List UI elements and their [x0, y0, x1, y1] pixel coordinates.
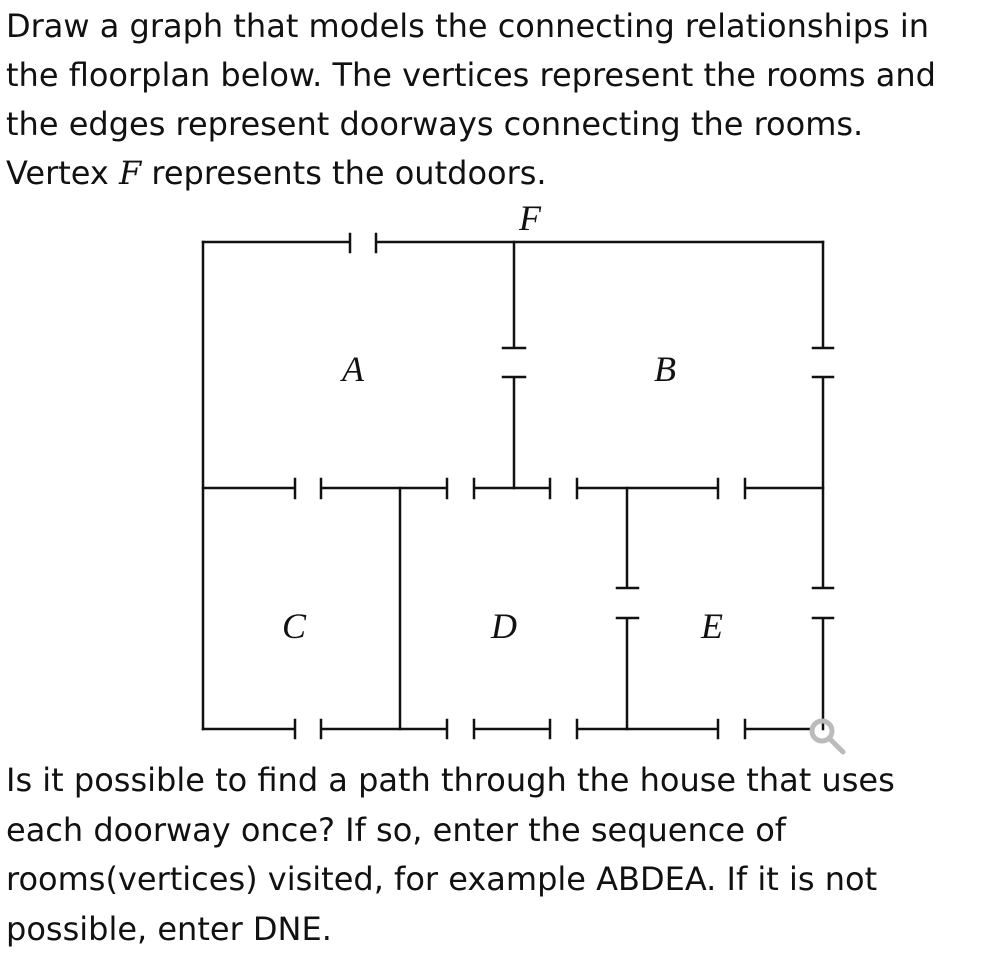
- question-text: [6, 756, 996, 954]
- prompt-line-3: the edges represent doorways connecting the rooms.: [6, 100, 996, 149]
- prompt-line-4-suffix: represents the outdoors.: [141, 154, 546, 192]
- wall-right-lower: [813, 618, 833, 729]
- vertex-f-inline: F: [119, 154, 141, 192]
- wall-mid-c: [203, 479, 295, 498]
- wall-a-b-lower: [503, 377, 525, 488]
- wall-mid-a-d-2: [474, 479, 550, 498]
- room-label-b: B: [654, 349, 676, 389]
- wall-bottom-e: [577, 720, 718, 738]
- outdoor-label-f: F: [518, 198, 542, 238]
- wall-mid-b-e: [577, 479, 718, 498]
- wall-right-middle: [813, 377, 833, 588]
- wall-bottom-d: [321, 720, 447, 738]
- question-line-4: possible, enter DNE.: [6, 905, 996, 954]
- prompt-line-1: Draw a graph that models the connecting relationships in: [6, 2, 996, 51]
- room-label-c: C: [282, 606, 307, 646]
- room-label-e: E: [700, 606, 723, 646]
- wall-right-upper: [813, 242, 833, 348]
- wall-top-left: [203, 234, 350, 252]
- wall-d-e-lower: [617, 618, 638, 729]
- question-line-1: Is it possible to find a path through the house that uses: [6, 756, 996, 806]
- wall-a-b-upper: [503, 242, 525, 348]
- wall-top-right: [376, 234, 823, 252]
- magnifier-icon[interactable]: [812, 721, 843, 752]
- wall-bottom-c: [203, 720, 295, 738]
- question-line-3: rooms(vertices) visited, for example ABDEA. If it is not: [6, 855, 996, 905]
- wall-mid-b-e-2: [745, 479, 823, 498]
- wall-bottom-d-2: [474, 720, 550, 738]
- wall-d-e-upper: [617, 488, 638, 588]
- question-line-2: each doorway once? If so, enter the sequence of: [6, 806, 996, 856]
- room-label-a: A: [340, 349, 365, 389]
- wall-mid-a-d: [321, 479, 447, 498]
- floorplan-walls: [203, 234, 833, 738]
- wall-bottom-e-2: [745, 720, 810, 738]
- prompt-line-4-prefix: Vertex: [6, 154, 119, 192]
- room-label-d: D: [490, 606, 517, 646]
- prompt-line-2: the floorplan below. The vertices represent the rooms and: [6, 51, 996, 100]
